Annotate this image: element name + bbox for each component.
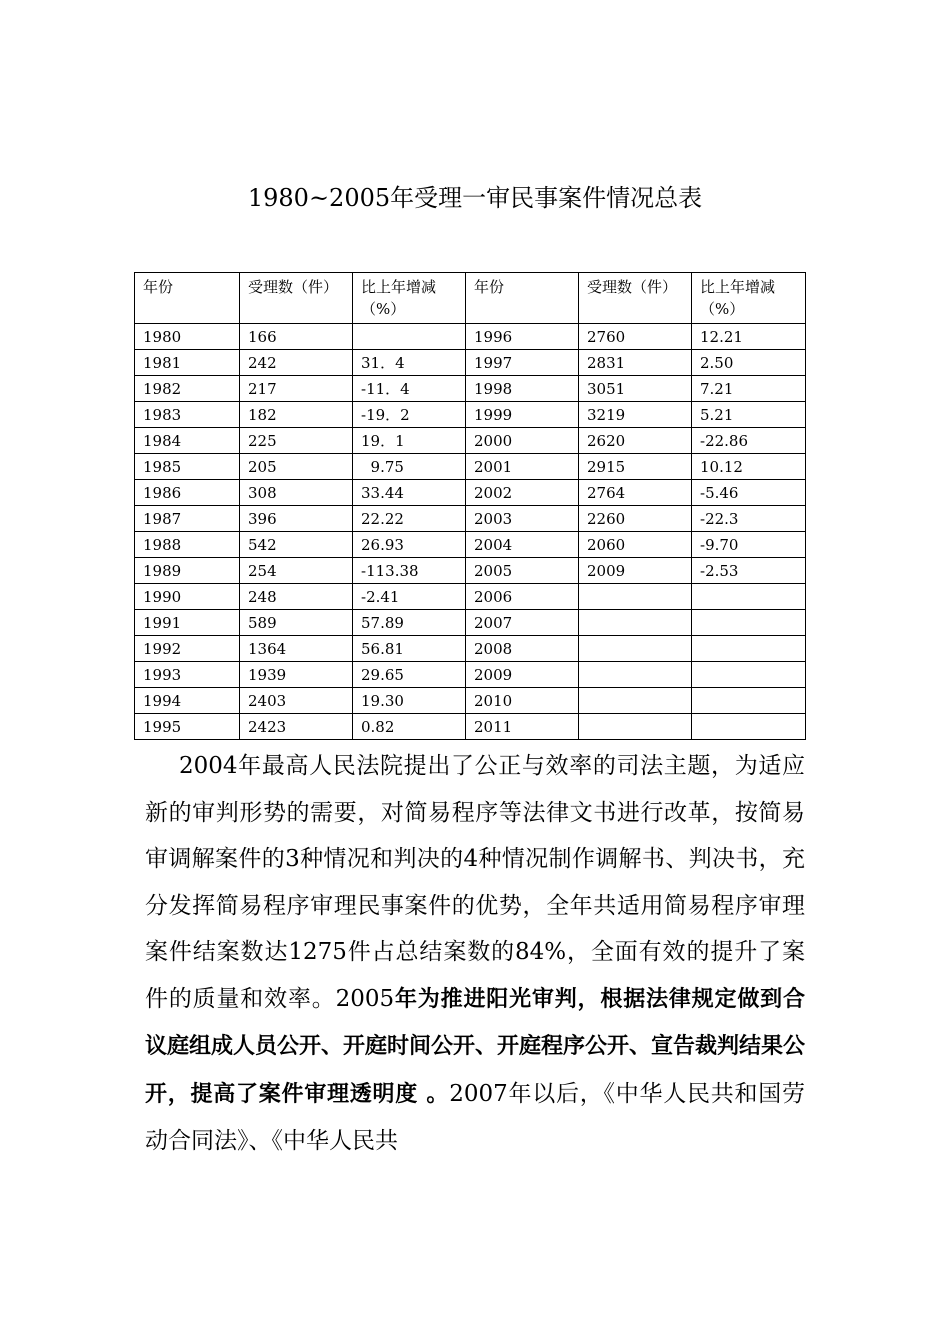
header-change-left: 比上年增减（%） <box>353 273 466 324</box>
cell-count-right: 2620 <box>579 428 692 454</box>
cell-year-left: 1980 <box>135 324 240 350</box>
cell-change-right <box>692 610 806 636</box>
cell-count-left: 217 <box>240 376 353 402</box>
cell-change-right <box>692 662 806 688</box>
cell-count-left: 1939 <box>240 662 353 688</box>
cell-count-right: 3051 <box>579 376 692 402</box>
header-change-right: 比上年增减（%） <box>692 273 806 324</box>
cell-change-right: 10.12 <box>692 454 806 480</box>
cell-year-right: 1998 <box>466 376 579 402</box>
cell-change-left: -2.41 <box>353 584 466 610</box>
table-header-row <box>135 273 806 324</box>
cell-year-right: 2005 <box>466 558 579 584</box>
cell-year-left: 1994 <box>135 688 240 714</box>
cell-year-left: 1992 <box>135 636 240 662</box>
cell-year-right: 1999 <box>466 402 579 428</box>
cell-year-right: 2011 <box>466 714 579 740</box>
cell-change-left: 56.81 <box>353 636 466 662</box>
cell-year-right: 2001 <box>466 454 579 480</box>
table-row <box>135 428 806 454</box>
cell-change-left: 19．1 <box>353 428 466 454</box>
cell-change-right: -22.3 <box>692 506 806 532</box>
cell-year-right: 2006 <box>466 584 579 610</box>
cell-year-right: 1997 <box>466 350 579 376</box>
cell-count-right: 2764 <box>579 480 692 506</box>
header-count-left: 受理数（件） <box>240 273 353 324</box>
cell-count-right <box>579 662 692 688</box>
cell-count-right: 2009 <box>579 558 692 584</box>
cell-count-left: 248 <box>240 584 353 610</box>
cell-year-left: 1985 <box>135 454 240 480</box>
cell-year-right: 2008 <box>466 636 579 662</box>
cell-change-left: 29.65 <box>353 662 466 688</box>
table-row <box>135 610 806 636</box>
cases-summary-table <box>134 272 806 740</box>
cell-count-right: 2831 <box>579 350 692 376</box>
cell-count-left: 589 <box>240 610 353 636</box>
table-row <box>135 376 806 402</box>
table-row <box>135 350 806 376</box>
table-row <box>135 454 806 480</box>
header-year-right: 年份 <box>466 273 579 324</box>
cell-year-left: 1991 <box>135 610 240 636</box>
table-row <box>135 558 806 584</box>
cell-year-right: 2009 <box>466 662 579 688</box>
table-row <box>135 662 806 688</box>
page-title: 1980~2005年受理一审民事案件情况总表 <box>247 184 703 212</box>
table-row <box>135 714 806 740</box>
cell-change-left: 31．4 <box>353 350 466 376</box>
cell-count-right <box>579 636 692 662</box>
cell-year-left: 1989 <box>135 558 240 584</box>
cell-year-left: 1988 <box>135 532 240 558</box>
cell-change-right: 2.50 <box>692 350 806 376</box>
cell-count-left: 166 <box>240 324 353 350</box>
cell-count-right <box>579 714 692 740</box>
header-year-left: 年份 <box>135 273 240 324</box>
cell-year-left: 1984 <box>135 428 240 454</box>
cell-count-right <box>579 610 692 636</box>
cell-year-right: 2002 <box>466 480 579 506</box>
table-row <box>135 532 806 558</box>
cell-change-left: 22.22 <box>353 506 466 532</box>
cell-change-left: 57.89 <box>353 610 466 636</box>
table-row <box>135 402 806 428</box>
cell-count-left: 308 <box>240 480 353 506</box>
cell-year-right: 2000 <box>466 428 579 454</box>
cell-change-right: -2.53 <box>692 558 806 584</box>
cell-year-left: 1983 <box>135 402 240 428</box>
cell-year-left: 1990 <box>135 584 240 610</box>
cell-change-left: 33.44 <box>353 480 466 506</box>
cell-change-right: 7.21 <box>692 376 806 402</box>
cell-year-right: 2010 <box>466 688 579 714</box>
paragraph-part-1: 2004年最高人民法院提出了公正与效率的司法主题，为适应新的审判形势的需要，对简易程序等法律文书进行改革，按简易审调解案件的3种情况和判决的4种情况制作调解书、判决书，充分发挥简易程序审理民事案件的优势，全年共适用简易程序审理案件结案数达1275件占总结案数的84%，全面有效的提升了案件的质量和效率。2005 <box>145 753 805 1012</box>
cell-year-right: 2003 <box>466 506 579 532</box>
cell-count-left: 396 <box>240 506 353 532</box>
cell-change-right: -9.70 <box>692 532 806 558</box>
cell-year-left: 1995 <box>135 714 240 740</box>
table-row <box>135 480 806 506</box>
cell-count-left: 242 <box>240 350 353 376</box>
cell-year-right: 2007 <box>466 610 579 636</box>
cell-change-left: -11．4 <box>353 376 466 402</box>
cell-year-left: 1993 <box>135 662 240 688</box>
cell-count-right: 2915 <box>579 454 692 480</box>
cell-count-left: 182 <box>240 402 353 428</box>
table-row <box>135 688 806 714</box>
cell-count-right: 3219 <box>579 402 692 428</box>
table-row <box>135 584 806 610</box>
cell-change-right: 5.21 <box>692 402 806 428</box>
cell-year-right: 1996 <box>466 324 579 350</box>
cell-change-right <box>692 714 806 740</box>
cell-change-right: -22.86 <box>692 428 806 454</box>
cell-change-left: 26.93 <box>353 532 466 558</box>
cell-count-left: 2423 <box>240 714 353 740</box>
cell-year-left: 1986 <box>135 480 240 506</box>
cell-change-right <box>692 636 806 662</box>
cell-count-left: 1364 <box>240 636 353 662</box>
cell-count-left: 205 <box>240 454 353 480</box>
paragraph-part-2-bold: 年为推进阳光审判，根据法律规定做到合议庭组成人员公开、开庭时间公开、开庭程序公开、宣告裁判结果公开，提高了案件审理透明度 。 <box>145 986 806 1107</box>
cell-change-right: -5.46 <box>692 480 806 506</box>
body-paragraph <box>145 743 805 1165</box>
cell-change-right <box>692 584 806 610</box>
cell-change-left: 0.82 <box>353 714 466 740</box>
cell-count-left: 225 <box>240 428 353 454</box>
table-row <box>135 506 806 532</box>
cell-change-left: -113.38 <box>353 558 466 584</box>
cell-count-right: 2260 <box>579 506 692 532</box>
cell-change-left: -19．2 <box>353 402 466 428</box>
table-body <box>135 273 806 740</box>
cell-change-left: 9.75 <box>353 454 466 480</box>
table-row <box>135 324 806 350</box>
cell-year-left: 1987 <box>135 506 240 532</box>
cell-count-left: 2403 <box>240 688 353 714</box>
paragraph-part-3: 2007年以后，《中华人民共和国劳动合同法》、《中华人民共 <box>145 1080 805 1154</box>
header-count-right: 受理数（件） <box>579 273 692 324</box>
cell-count-right <box>579 584 692 610</box>
cell-count-right: 2760 <box>579 324 692 350</box>
cell-change-left <box>353 324 466 350</box>
cell-count-left: 254 <box>240 558 353 584</box>
cell-change-left: 19.30 <box>353 688 466 714</box>
cell-count-right: 2060 <box>579 532 692 558</box>
cell-year-left: 1981 <box>135 350 240 376</box>
cell-count-left: 542 <box>240 532 353 558</box>
cell-count-right <box>579 688 692 714</box>
cell-year-right: 2004 <box>466 532 579 558</box>
cell-change-right <box>692 688 806 714</box>
table-row <box>135 636 806 662</box>
cell-year-left: 1982 <box>135 376 240 402</box>
cell-change-right: 12.21 <box>692 324 806 350</box>
